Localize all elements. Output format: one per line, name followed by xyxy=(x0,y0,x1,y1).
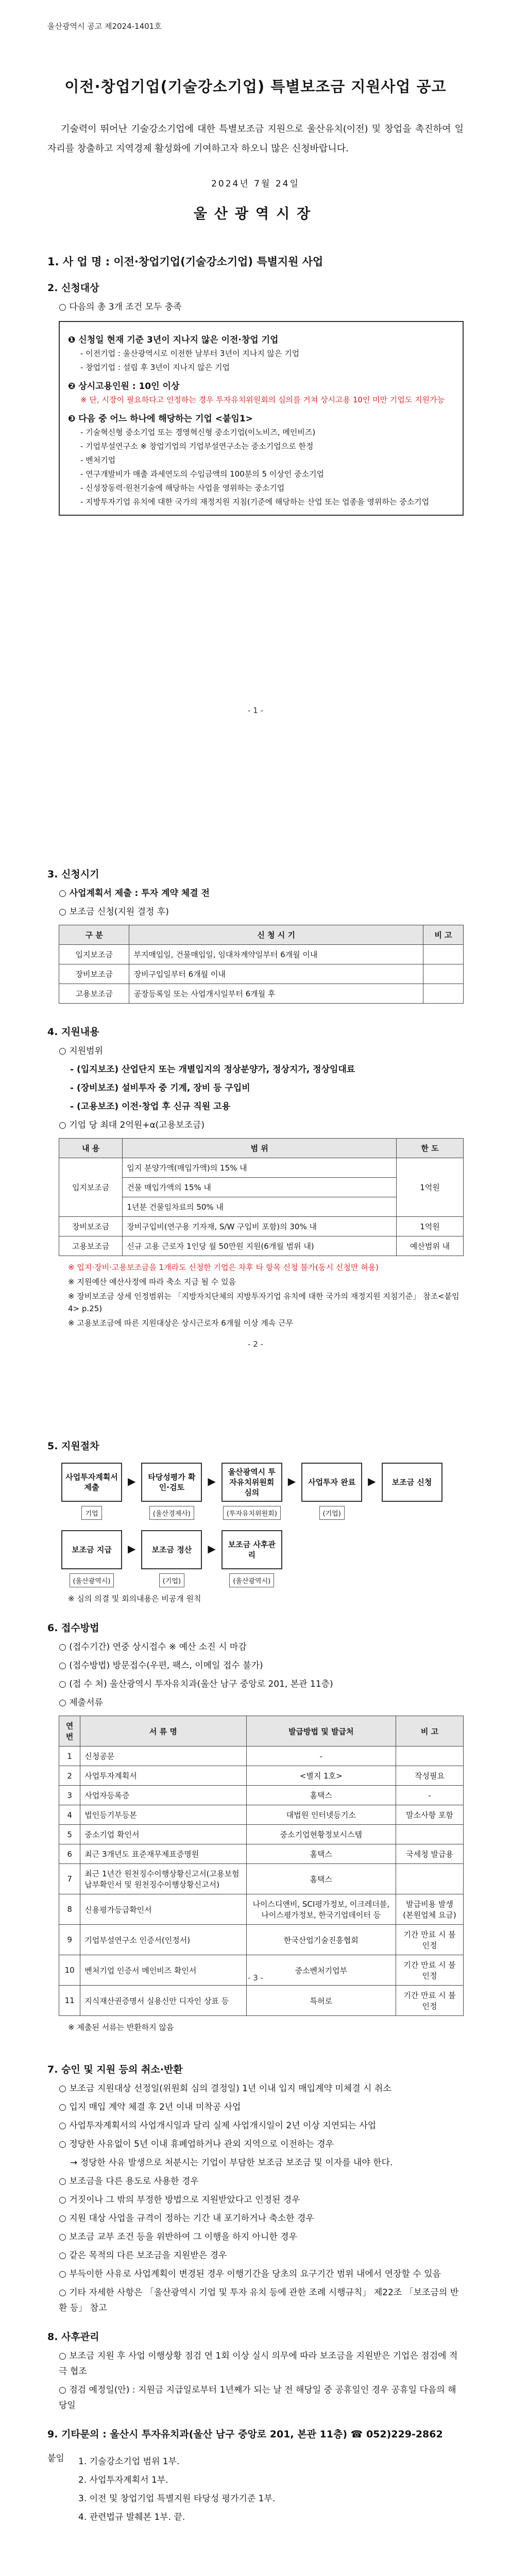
criteria-1-head: ❶ 신청일 현재 기준 3년이 지나지 않은 이전·창업 기업 xyxy=(68,335,279,345)
criteria-1-item: - 창업기업 : 설립 후 3년이 지나지 않은 기업 xyxy=(80,363,230,372)
table-row xyxy=(59,1747,464,1766)
procedure-flow-row-2 xyxy=(59,1530,464,1587)
section-7-line: ○ 거짓이나 그 밖의 부정한 방법으로 지원받았다고 인정된 경우 xyxy=(59,2195,300,2205)
arrow-right-icon: ▶ xyxy=(287,1475,296,1487)
table-cell: 건물 매입가액의 15% 내 xyxy=(123,1178,397,1197)
criteria-3-item: - 기술혁신형 중소기업 또는 경영혁신형 중소기업(이노비즈, 메인비즈) xyxy=(80,428,316,437)
flow-step-label: 사업투자 완료 xyxy=(301,1463,362,1502)
criteria-2-head: ❷ 상시고용인원 : 10인 이상 xyxy=(68,381,180,392)
section-6-line: ○ (접 수 처) 울산광역시 투자유치과(울산 남구 중앙로 201, 본관 11층) xyxy=(59,1679,333,1689)
section-6-line: ○ (접수방법) 방문접수(우편, 팩스, 이메일 접수 불가) xyxy=(59,1660,263,1671)
section-7-title: 7. 승인 및 지원 등의 취소·반환 xyxy=(47,2064,183,2075)
table-row xyxy=(59,1925,464,1955)
flow-step-actor: (울산광역시) xyxy=(70,1573,114,1587)
table-cell xyxy=(423,945,463,964)
table-cell: 신용평가등급확인서 xyxy=(80,1894,246,1925)
notice-number: 울산광역시 공고 제2024-1401호 xyxy=(47,22,162,31)
table-cell: 기간 만료 시 불인정 xyxy=(396,1986,464,2016)
section-8-title: 8. 사후관리 xyxy=(47,2331,99,2343)
flow-step-label: 타당성평가 확인·검토 xyxy=(141,1463,202,1502)
page-2 xyxy=(0,742,511,1381)
table-cell: 특허로 xyxy=(246,1986,396,2016)
table-row xyxy=(59,1894,464,1925)
attachment-item: 2. 사업투자계획서 1부. xyxy=(78,2475,168,2485)
attachment-item: 1. 기술강소기업 범위 1부. xyxy=(78,2456,180,2467)
attachments-label: 붙임 xyxy=(47,2453,64,2464)
flow-step xyxy=(219,1463,285,1520)
table-cell: <별지 1호> xyxy=(246,1766,396,1786)
table-cell: 중소벤처기업부 xyxy=(246,1955,396,1986)
procedure-note: ※ 심의 의결 및 회의내용은 비공개 원칙 xyxy=(68,1594,201,1603)
table-cell: 6 xyxy=(59,1844,80,1864)
table-cell: 법인등기부등본 xyxy=(80,1805,246,1825)
flow-step xyxy=(379,1463,445,1502)
table-header: 연번 xyxy=(59,1716,80,1747)
criteria-3-item: - 신성장동력·원천기술에 해당하는 사업을 영위하는 중소기업 xyxy=(80,483,285,493)
table-header: 비 고 xyxy=(396,1716,464,1747)
table-row xyxy=(59,1236,464,1256)
table-cell: 대법원 인터넷등기소 xyxy=(246,1805,396,1825)
section-4-line: - (입지보조) 산업단지 또는 개별입지의 정상분양가, 정상지가, 정상임대료 xyxy=(70,1064,355,1075)
table-cell xyxy=(396,1864,464,1894)
table-cell: 한국산업기술진흥협회 xyxy=(246,1925,396,1955)
section-1-title: 1. 사 업 명 : 이전·창업기업(기술강소기업) 특별지원 사업 xyxy=(47,256,323,268)
section-6-line: ○ (접수기간) 연중 상시접수 ※ 예산 소진 시 마감 xyxy=(59,1642,247,1652)
page-title: 이전·창업기업(기술강소기업) 특별보조금 지원사업 공고 xyxy=(64,78,447,95)
table-header: 서 류 명 xyxy=(80,1716,246,1747)
section-7-line: ○ 보조금 지원대상 선정일(위원회 심의 결정일) 1년 이내 입지 매입계약 미체결 시 취소 xyxy=(59,2083,391,2094)
criteria-3-item: - 연구개발비가 매출 과세연도의 수입금액의 100분의 5 이상인 중소기업 xyxy=(80,469,324,479)
criteria-3-item: - 지방투자기업 유치에 대한 국가의 재정지원 지침(기준에 해당하는 산업 또는 업종을 영위하는 중소기업 xyxy=(80,497,430,506)
table-row xyxy=(59,1786,464,1805)
page-number: - 2 - xyxy=(248,1340,263,1349)
section-4-line: - (고용보조) 이전·창업 후 신규 직원 고용 xyxy=(70,1101,230,1112)
flow-step-actor: (투자유치위원회) xyxy=(223,1506,281,1520)
flow-step-actor: (울산경제사) xyxy=(149,1506,194,1520)
flow-step-label: 보조금 사후관리 xyxy=(222,1530,282,1569)
table-cell: 9 xyxy=(59,1925,80,1955)
arrow-right-icon: ▶ xyxy=(128,1543,136,1555)
table-cell: 11 xyxy=(59,1986,80,2016)
page-4 xyxy=(0,2020,511,2576)
flow-step xyxy=(59,1463,125,1520)
section-7-line: ○ 사업투자계획서의 사업개시일과 달리 실제 사업개시일이 2년 이상 지연되는 사업 xyxy=(59,2121,377,2131)
table-cell xyxy=(423,964,463,984)
section-2-lead: ○ 다음의 총 3개 조건 모두 충족 xyxy=(59,302,182,312)
section-3-line: ○ 보조금 신청(지원 결정 후) xyxy=(59,907,169,917)
table-header: 구 분 xyxy=(59,925,129,945)
section-7-line: ○ 보조금을 다른 용도로 사용한 경우 xyxy=(59,2176,199,2187)
table-cell: 1년분 건물임차료의 50% 내 xyxy=(123,1197,397,1217)
criteria-3-item: - 기업부설연구소 ※ 창업기업의 기업부설연구소는 중소기업으로 한정 xyxy=(80,442,314,451)
table-cell: 신규 고용 근로자 1인당 월 50만원 지원(6개월 범위 내) xyxy=(123,1236,397,1256)
section-3-line: ○ 사업계획서 제출 : 투자 계약 체결 전 xyxy=(59,888,210,899)
flow-step xyxy=(299,1463,365,1520)
section-7-line: → 정당한 사유 발생으로 처분시는 기업이 부담한 보조금 보조금 및 이자를 내야 한다. xyxy=(70,2158,393,2168)
section-6-title: 6. 접수방법 xyxy=(47,1622,99,1634)
section-7-line: ○ 지원 대상 사업을 규격이 정하는 기간 내 포기하거나 축소한 경우 xyxy=(59,2213,314,2224)
table-cell: 최근 1년간 원천징수이행상황신고서(고용보험 납부확인서 및 원천징수이행상황신고서) xyxy=(80,1864,246,1894)
table-header: 비 고 xyxy=(423,925,463,945)
table-cell: 장비보조금 xyxy=(59,964,129,984)
section-7-line: ○ 정당한 사유없이 5년 이내 휴폐업하거나 관외 지역으로 이전하는 경우 xyxy=(59,2139,334,2149)
table-row xyxy=(59,945,464,964)
section-3-title: 3. 신청시기 xyxy=(47,869,99,880)
support-note: ※ 입지·장비·고용보조금을 1개라도 신청한 기업은 차후 타 항목 신청 불가(동시 신청만 허용) xyxy=(68,1263,379,1272)
table-cell: 2 xyxy=(59,1766,80,1786)
table-cell: 홈택스 xyxy=(246,1864,396,1894)
documents-note: ※ 제출된 서류는 반환하지 않음 xyxy=(68,2023,174,2032)
section-2-title: 2. 신청대상 xyxy=(47,282,99,294)
intro-paragraph: 기술력이 뛰어난 기술강소기업에 대한 특별보조금 지원으로 울산유치(이전) 및 창업을 촉진하여 일자리를 창출하고 지역경제 활성화에 기여하고자 하오니 많은 신청바랍니다. xyxy=(47,124,464,154)
section-4-title: 4. 지원내용 xyxy=(47,1026,99,1038)
table-header: 신 청 시 기 xyxy=(129,925,423,945)
table-cell: 1억원 xyxy=(397,1217,464,1236)
flow-step xyxy=(59,1530,125,1587)
table-cell: 작성필요 xyxy=(396,1766,464,1786)
arrow-right-icon: ▶ xyxy=(208,1543,216,1555)
table-header: 한 도 xyxy=(397,1139,464,1158)
page-1 xyxy=(0,0,511,742)
table-header: 내 용 xyxy=(59,1139,123,1158)
table-cell: 장비구입비(연구용 기자재, S/W 구입비 포함)의 30% 내 xyxy=(123,1217,397,1236)
support-note: ※ 고용보조금에 따른 지원대상은 상시근로자 6개월 이상 계속 근무 xyxy=(68,1318,293,1328)
arrow-right-icon: ▶ xyxy=(368,1475,376,1487)
attachment-item: 4. 관련법규 발췌본 1부. 끝. xyxy=(78,2512,185,2522)
flow-step-label: 보조금 정산 xyxy=(141,1530,202,1569)
page-number: - 1 - xyxy=(248,706,263,715)
section-7-list xyxy=(47,2081,464,2316)
table-cell: 3 xyxy=(59,1786,80,1805)
flow-step-label: 사업투자계획서 제출 xyxy=(61,1463,122,1502)
section-9-title: 9. 기타문의 : 울산시 투자유치과(울산 남구 중앙로 201, 본관 11층) ☎ 052)229-2862 xyxy=(47,2429,443,2440)
section-8-line: ○ 보조금 지원 후 사업 이행상황 점검 연 1회 이상 실시 의무에 따라 보조금을 지원받은 기업은 점검에 적극 협조 xyxy=(59,2351,458,2377)
table-cell: 4 xyxy=(59,1805,80,1825)
section-4-line: ○ 지원범위 xyxy=(59,1046,103,1056)
table-cell xyxy=(423,984,463,1004)
section-8-line: ○ 점검 예정일(안) : 지원금 지급일로부터 1년째가 되는 날 전 해당일 중 공휴일인 경우 공휴일 다음의 해당일 xyxy=(59,2385,456,2411)
table-cell: 사업자등록증 xyxy=(80,1786,246,1805)
table-cell: 국세청 발급용 xyxy=(396,1844,464,1864)
table-cell: 부지매입일, 건물매입일, 임대차계약일부터 6개월 이내 xyxy=(129,945,423,964)
table-cell: - xyxy=(246,1747,396,1766)
section-5-title: 5. 지원절차 xyxy=(47,1440,99,1452)
table-cell: 장비구입일부터 6개월 이내 xyxy=(129,964,423,984)
table-cell: 기간 만료 시 불인정 xyxy=(396,1925,464,1955)
table-cell: 1억원 xyxy=(397,1158,464,1217)
section-7-line: ○ 기타 자세한 사항은 「울산광역시 기업 및 투자 유치 등에 관한 조례 시행규칙」 제22조 「보조금의 반환 등」 참고 xyxy=(59,2287,459,2313)
notice-date: 2024년 7월 24일 xyxy=(211,179,300,189)
application-period-table xyxy=(59,925,464,1004)
table-row xyxy=(59,1217,464,1236)
arrow-right-icon: ▶ xyxy=(128,1475,136,1487)
section-7-line: ○ 같은 목적의 다른 보조금을 지원받은 경우 xyxy=(59,2250,227,2261)
table-cell: 입지보조금 xyxy=(59,945,129,964)
table-header: 범 위 xyxy=(123,1139,397,1158)
flow-step xyxy=(139,1530,205,1587)
table-cell: 홈택스 xyxy=(246,1844,396,1864)
table-row xyxy=(59,1805,464,1825)
section-4-line: ○ 기업 당 최대 2억원+α(고용보조금) xyxy=(59,1120,205,1130)
page-3 xyxy=(0,1381,511,2032)
table-row xyxy=(59,1844,464,1864)
flow-step-actor: (울산광역시) xyxy=(229,1573,274,1587)
table-row xyxy=(59,964,464,984)
table-cell: 발급비용 발생 (본원업체 요금) xyxy=(396,1894,464,1925)
section-7-line: ○ 부득이한 사유로 사업계획이 변경된 경우 이행기간을 당초의 요구기간 범위 내에서 연장할 수 있음 xyxy=(59,2269,441,2279)
table-cell: 기업부설연구소 인증서(인정서) xyxy=(80,1925,246,1955)
table-cell: 말소사항 포함 xyxy=(396,1805,464,1825)
flow-step-label: 울산광역시 투자유치위원회 심의 xyxy=(222,1463,282,1502)
table-row xyxy=(59,984,464,1004)
criteria-1-item: - 이전기업 : 울산광역시로 이전한 날부터 3년이 지나지 않은 기업 xyxy=(80,349,300,358)
table-cell: 신청공문 xyxy=(80,1747,246,1766)
table-cell: 최근 3개년도 표준재무제표증명원 xyxy=(80,1844,246,1864)
table-header: 발급방법 및 발급처 xyxy=(246,1716,396,1747)
table-cell: 예산범위 내 xyxy=(397,1236,464,1256)
flow-step-label: 보조금 지급 xyxy=(61,1530,122,1569)
section-4-line: - (장비보조) 설비투자 중 기계, 장비 등 구입비 xyxy=(70,1083,250,1093)
criteria-3-head: ❸ 다음 중 어느 하나에 해당하는 기업 <붙임1> xyxy=(68,414,253,424)
support-content-table xyxy=(59,1138,464,1256)
table-cell xyxy=(396,1825,464,1844)
table-cell: 8 xyxy=(59,1894,80,1925)
flow-step xyxy=(139,1463,205,1520)
table-cell: 공장등록일 또는 사업개시일부터 6개월 후 xyxy=(129,984,423,1004)
eligibility-box xyxy=(59,321,464,516)
table-cell: 홈택스 xyxy=(246,1786,396,1805)
table-cell: 지식재산권증명서 실용신안 디자인 상표 등 xyxy=(80,1986,246,2016)
table-cell: 1 xyxy=(59,1747,80,1766)
table-cell: 장비보조금 xyxy=(59,1217,123,1236)
flow-step-label: 보조금 신청 xyxy=(382,1463,442,1502)
attachments xyxy=(47,2451,464,2528)
flow-step-actor: (기업) xyxy=(319,1506,345,1520)
table-cell: 기간 만료 시 불인정 xyxy=(396,1955,464,1986)
table-row xyxy=(59,1158,464,1178)
table-cell: 입지보조금 xyxy=(59,1158,123,1217)
table-row xyxy=(59,1986,464,2016)
table-cell: 중소기업 확인서 xyxy=(80,1825,246,1844)
table-cell: 7 xyxy=(59,1864,80,1894)
attachment-item: 3. 이전 및 창업기업 특별지원 타당성 평가기준 1부. xyxy=(78,2494,276,2504)
flow-step-actor: (기업) xyxy=(159,1573,184,1587)
table-cell: 중소기업현황정보시스템 xyxy=(246,1825,396,1844)
flow-step xyxy=(219,1530,285,1587)
table-cell xyxy=(396,1747,464,1766)
table-cell: - xyxy=(396,1786,464,1805)
section-6-line: ○ 제출서류 xyxy=(59,1698,103,1708)
table-cell: 나이스디앤비, SCI평가정보, 이크레더블, 나이스평가정보, 한국기업데이터 등 xyxy=(246,1894,396,1925)
page-number: - 3 - xyxy=(248,1973,263,1982)
table-cell: 입지 분양가액(매입가액)의 15% 내 xyxy=(123,1158,397,1178)
criteria-3-item: - 벤처기업 xyxy=(80,455,116,465)
section-7-line: ○ 보조금 교부 조건 등을 위반하여 그 이행을 하지 아니한 경우 xyxy=(59,2232,297,2242)
table-row xyxy=(59,1825,464,1844)
support-note: ※ 지원예산 예산사정에 따라 축소 지급 될 수 있음 xyxy=(68,1277,236,1286)
table-cell: 벤처기업 인증서 메인비즈 확인서 xyxy=(80,1955,246,1986)
table-row xyxy=(59,1766,464,1786)
arrow-right-icon: ▶ xyxy=(208,1475,216,1487)
table-row xyxy=(59,1864,464,1894)
table-cell: 5 xyxy=(59,1825,80,1844)
required-documents-table xyxy=(59,1716,464,2016)
table-cell: 고용보조금 xyxy=(59,1236,123,1256)
table-cell: 10 xyxy=(59,1955,80,1986)
table-cell: 고용보조금 xyxy=(59,984,129,1004)
criteria-2-item: ※ 단, 시장이 필요하다고 인정하는 경우 투자유치위원회의 심의를 거쳐 상시고용 10인 미만 기업도 지원가능 xyxy=(80,395,445,404)
procedure-flow-row-1 xyxy=(59,1463,464,1520)
support-note: ※ 장비보조금 상세 인정범위는 「지방자치단체의 지방투자기업 유치에 대한 국가의 재정지원 지침기준」 참조<붙임4> p.25) xyxy=(68,1292,459,1313)
table-cell: 사업투자계획서 xyxy=(80,1766,246,1786)
flow-step-actor: 기업 xyxy=(81,1506,101,1520)
section-7-line: ○ 입지 매입 계약 체결 후 2년 이내 미착공 사업 xyxy=(59,2102,241,2112)
issuer: 울산광역시장 xyxy=(193,206,318,222)
